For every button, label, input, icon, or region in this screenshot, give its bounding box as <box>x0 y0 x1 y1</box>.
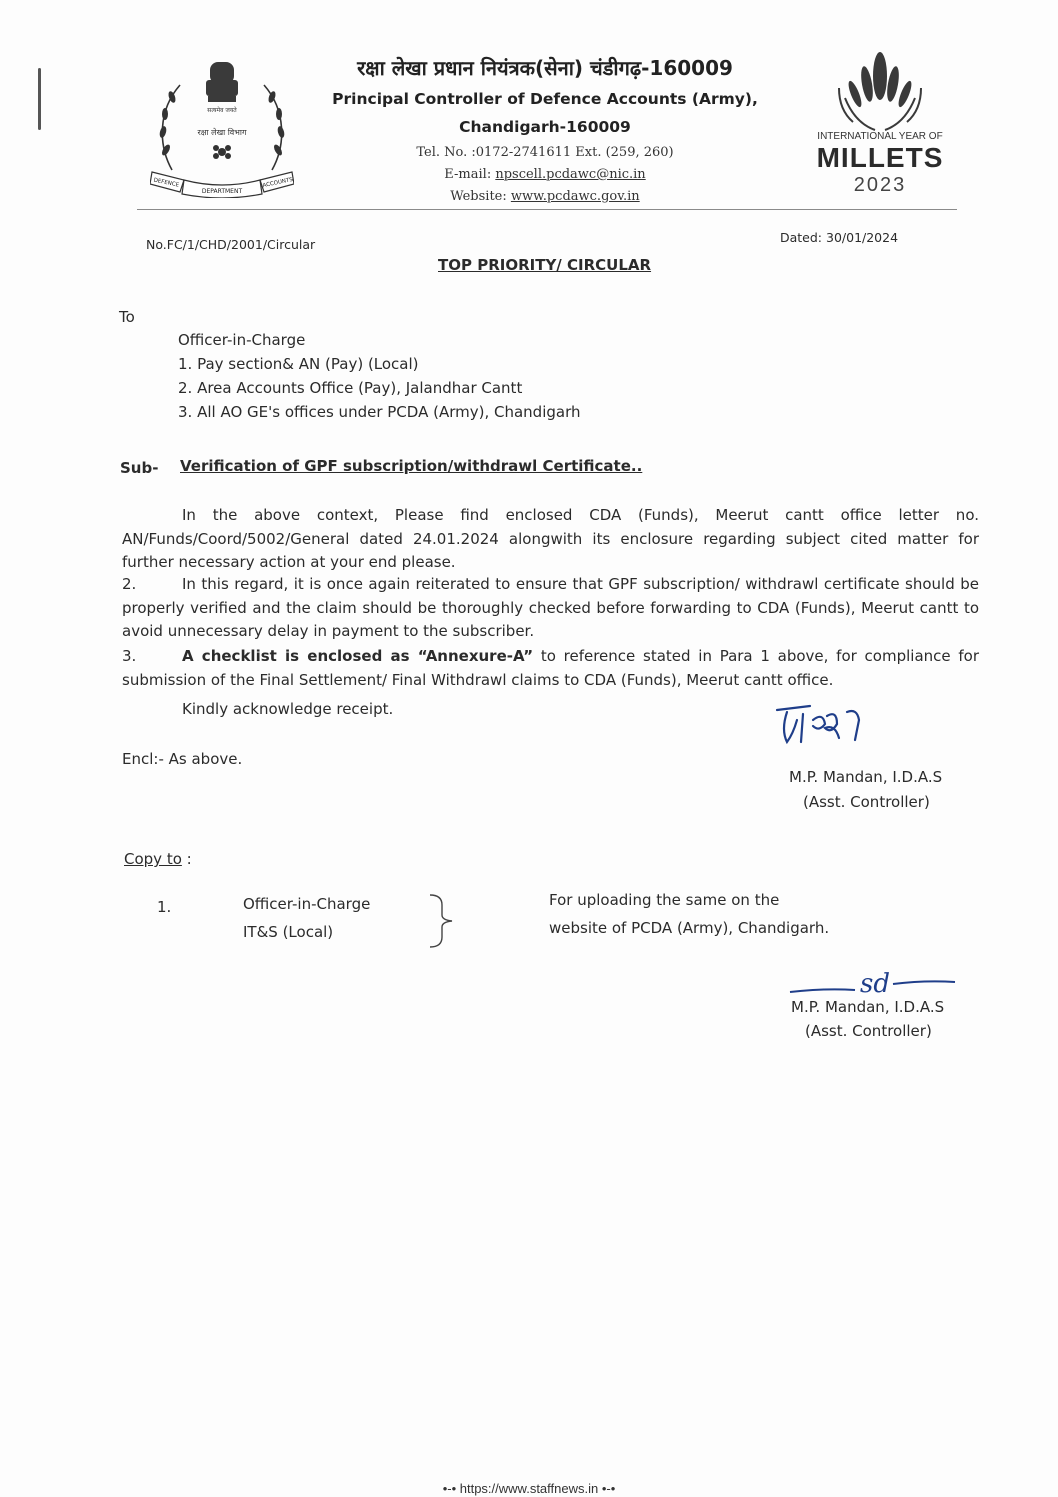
ribbon-center-text: DEPARTMENT <box>201 188 243 195</box>
website-link[interactable]: www.pcdawc.gov.in <box>510 189 640 204</box>
copy-to-colon: : <box>181 850 192 868</box>
emblem-hindi-text: रक्षा लेखा विभाग <box>197 128 247 137</box>
millets-year-logo-icon <box>825 48 935 133</box>
scan-edge-mark <box>38 68 41 130</box>
recipient-line: 3. All AO GE's offices under PCDA (Army), Chandigarh <box>178 403 581 421</box>
copy-recipient-line: Officer-in-Charge <box>243 895 371 913</box>
paragraph-3-bold: A checklist is enclosed as “Annexure-A” <box>182 647 534 665</box>
signatory-name: M.P. Mandan, I.D.A.S <box>789 768 943 786</box>
recipient-line: 1. Pay section& AN (Pay) (Local) <box>178 355 419 373</box>
recipient-line: 2. Area Accounts Office (Pay), Jalandhar Cantt <box>178 379 523 397</box>
millets-intl-text: INTERNATIONAL YEAR OF <box>817 131 943 142</box>
copy-to-text: Copy to <box>124 850 182 868</box>
copy-to-label <box>124 850 192 868</box>
letterhead-org-name: Principal Controller of Defence Accounts (Army), <box>332 90 758 108</box>
footer-watermark-link[interactable]: •-• https://www.staffnews.in •-• <box>442 1481 616 1496</box>
enclosure-line: Encl:- As above. <box>122 750 243 768</box>
handwritten-signature-icon <box>765 700 895 750</box>
subject-text: Verification of GPF subscription/withdrawl Certificate.. <box>180 457 643 475</box>
website-label: Website: <box>450 189 511 204</box>
email-label: E-mail: <box>444 167 496 182</box>
ribbon-right-text: ACCOUNTS <box>262 176 294 190</box>
letterhead-hindi-title: रक्षा लेखा प्रधान नियंत्रक(सेना) चंडीगढ़-160009 <box>357 56 733 80</box>
copy-item-number: 1. <box>157 898 172 916</box>
email-link[interactable]: npscell.pcdawc@nic.in <box>495 167 646 182</box>
copy-purpose-line: website of PCDA (Army), Chandigarh. <box>549 919 830 937</box>
to-label: To <box>119 308 135 326</box>
signatory-designation: (Asst. Controller) <box>803 793 930 811</box>
right-brace-icon <box>428 893 458 949</box>
priority-title: TOP PRIORITY/ CIRCULAR <box>438 256 652 274</box>
emblem-motto: सत्यमेव जयते <box>207 107 237 114</box>
copy-purpose-line: For uploading the same on the <box>549 891 780 909</box>
paragraph-1: In the above context, Please find enclosed CDA (Funds), Meerut cantt office letter no. AN/Funds/Coord/5002/General dated 24.01.2024 alongwith its enclosure regarding subject cited matter for further necessary action at your end please. <box>122 506 979 571</box>
letterhead-divider <box>137 209 957 210</box>
paragraph-2-text: In this regard, it is once again reiterated to ensure that GPF subscription/ withdrawl certificate should be properly verified and the claim should be thoroughly checked before forwarding to CDA (Funds), Meerut cantt to avoid unnecessary delay in payment to the subscriber. <box>122 575 979 640</box>
letterhead-website-line <box>300 189 790 204</box>
department-emblem-icon <box>150 50 294 198</box>
letterhead-city: Chandigarh-160009 <box>459 118 631 136</box>
paragraph-3 <box>122 645 979 692</box>
millets-year: 2023 <box>853 174 907 196</box>
paragraph-number: 3. <box>122 647 137 665</box>
paragraph-number: 2. <box>122 575 137 593</box>
subject-label: Sub- <box>120 459 159 477</box>
paragraph-3-text: to reference stated in Para 1 above, for compliance for submission of the Final Settlement/ Final Withdrawl claims to CDA (Funds), Meerut cantt office. <box>122 647 979 689</box>
signatory-name-2: M.P. Mandan, I.D.A.S <box>791 998 945 1016</box>
ribbon-left-text: DEFENCE <box>152 177 180 189</box>
copy-recipient-line: IT&S (Local) <box>243 923 334 941</box>
paragraph-2 <box>122 573 979 644</box>
reference-number: No.FC/1/CHD/2001/Circular <box>146 237 316 252</box>
acknowledge-line: Kindly acknowledge receipt. <box>182 700 394 718</box>
date-line: Dated: 30/01/2024 <box>780 230 899 245</box>
sd-signature-mark <box>785 962 960 1002</box>
sd-text: sd <box>860 969 890 999</box>
recipient-line: Officer-in-Charge <box>178 331 306 349</box>
letterhead-telephone: Tel. No. :0172-2741611 Ext. (259, 260) <box>416 145 674 160</box>
signatory-designation-2: (Asst. Controller) <box>805 1022 932 1040</box>
millets-word: MILLETS <box>816 142 944 173</box>
letterhead-email-line <box>300 167 790 182</box>
